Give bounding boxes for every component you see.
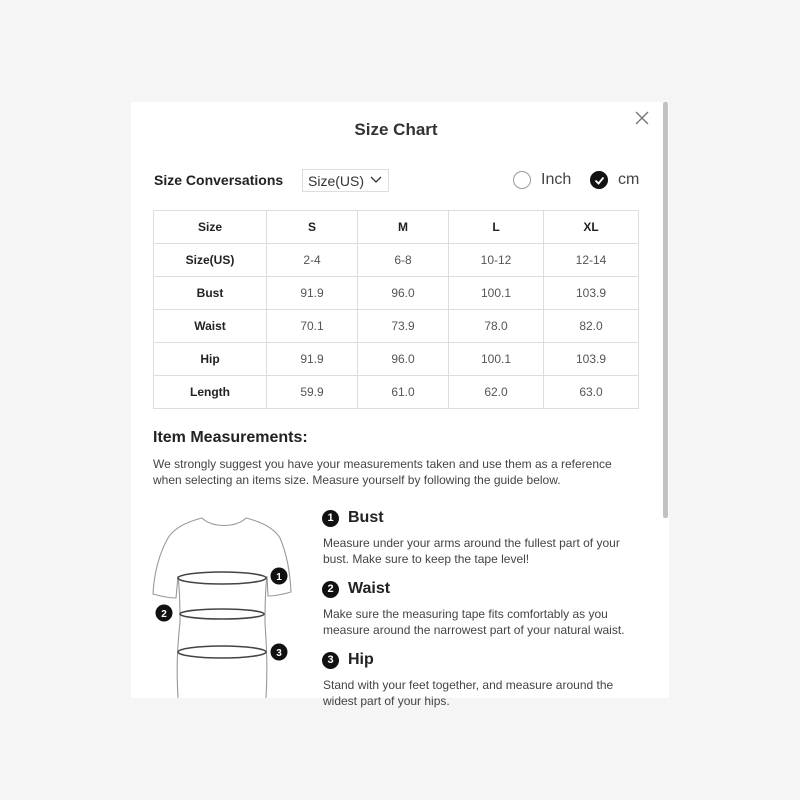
table-cell: 61.0 <box>358 376 449 409</box>
table-row <box>154 310 639 343</box>
radio-unchecked-icon <box>513 171 531 189</box>
item-measurements-description: We strongly suggest you have your measurements taken and use them as a reference when selecting an items size. Measure yourself by following the guide below. <box>153 457 612 487</box>
table-cell: 100.1 <box>449 343 544 376</box>
dress-outline-icon <box>150 512 295 698</box>
unit-label-cm: cm <box>618 171 640 188</box>
table-header-cell: L <box>449 211 544 244</box>
measurement-waist-description: Make sure the measuring tape fits comfortably as you measure around the narrowest part of your natural waist. <box>323 607 625 637</box>
measurement-bust-description: Measure under your arms around the fullest part of your bust. Make sure to keep the tape level! <box>323 536 620 566</box>
size-select-value: Size(US) <box>308 173 365 189</box>
table-cell: 96.0 <box>358 277 449 310</box>
measurement-waist-heading <box>322 580 390 598</box>
figure-marker-3: 3 <box>276 648 282 659</box>
measurement-name: Bust <box>348 509 384 526</box>
dress-measurement-illustration <box>150 512 295 698</box>
unit-radio-inch[interactable] <box>513 170 571 190</box>
table-row-label: Waist <box>154 310 267 343</box>
table-cell: 2-4 <box>267 244 358 277</box>
table-cell: 62.0 <box>449 376 544 409</box>
measurement-name: Waist <box>348 580 391 597</box>
figure-marker-2: 2 <box>161 609 167 620</box>
table-cell: 12-14 <box>544 244 639 277</box>
unit-label-inch: Inch <box>541 171 572 188</box>
table-row <box>154 343 639 376</box>
table-row <box>154 277 639 310</box>
table-header-row <box>154 211 639 244</box>
table-cell: 10-12 <box>449 244 544 277</box>
table-header-cell: M <box>358 211 449 244</box>
table-header-cell: S <box>267 211 358 244</box>
table-cell: 91.9 <box>267 277 358 310</box>
radio-checked-icon <box>590 171 608 189</box>
step-number-badge: 2 <box>322 581 339 598</box>
table-row-label: Size(US) <box>154 244 267 277</box>
table-cell: 73.9 <box>358 310 449 343</box>
page-title: Size Chart <box>354 120 438 139</box>
table-header-cell: Size <box>154 211 267 244</box>
figure-marker-1: 1 <box>276 572 282 583</box>
table-cell: 6-8 <box>358 244 449 277</box>
table-row <box>154 244 639 277</box>
item-measurements-heading: Item Measurements: <box>153 429 308 446</box>
scrollbar[interactable] <box>663 102 668 518</box>
table-cell: 96.0 <box>358 343 449 376</box>
table-row-label: Hip <box>154 343 267 376</box>
table-cell: 63.0 <box>544 376 639 409</box>
chevron-down-icon <box>370 175 382 185</box>
unit-radio-cm[interactable] <box>590 170 639 190</box>
table-cell: 91.9 <box>267 343 358 376</box>
table-cell: 78.0 <box>449 310 544 343</box>
size-table <box>153 210 639 409</box>
table-cell: 103.9 <box>544 277 639 310</box>
measurement-hip-description: Stand with your feet together, and measure around the widest part of your hips. <box>323 678 614 708</box>
table-row-label: Bust <box>154 277 267 310</box>
table-row-label: Length <box>154 376 267 409</box>
table-row <box>154 376 639 409</box>
size-conversion-label: Size Conversations <box>154 172 284 188</box>
measurement-name: Hip <box>348 651 374 668</box>
measurement-bust-heading <box>322 509 384 527</box>
table-header-cell: XL <box>544 211 639 244</box>
step-number-badge: 3 <box>322 652 339 669</box>
table-cell: 103.9 <box>544 343 639 376</box>
table-cell: 82.0 <box>544 310 639 343</box>
step-number-badge: 1 <box>322 510 339 527</box>
table-cell: 70.1 <box>267 310 358 343</box>
measurement-hip-heading <box>322 651 374 669</box>
table-cell: 100.1 <box>449 277 544 310</box>
size-select[interactable] <box>302 169 389 192</box>
table-cell: 59.9 <box>267 376 358 409</box>
